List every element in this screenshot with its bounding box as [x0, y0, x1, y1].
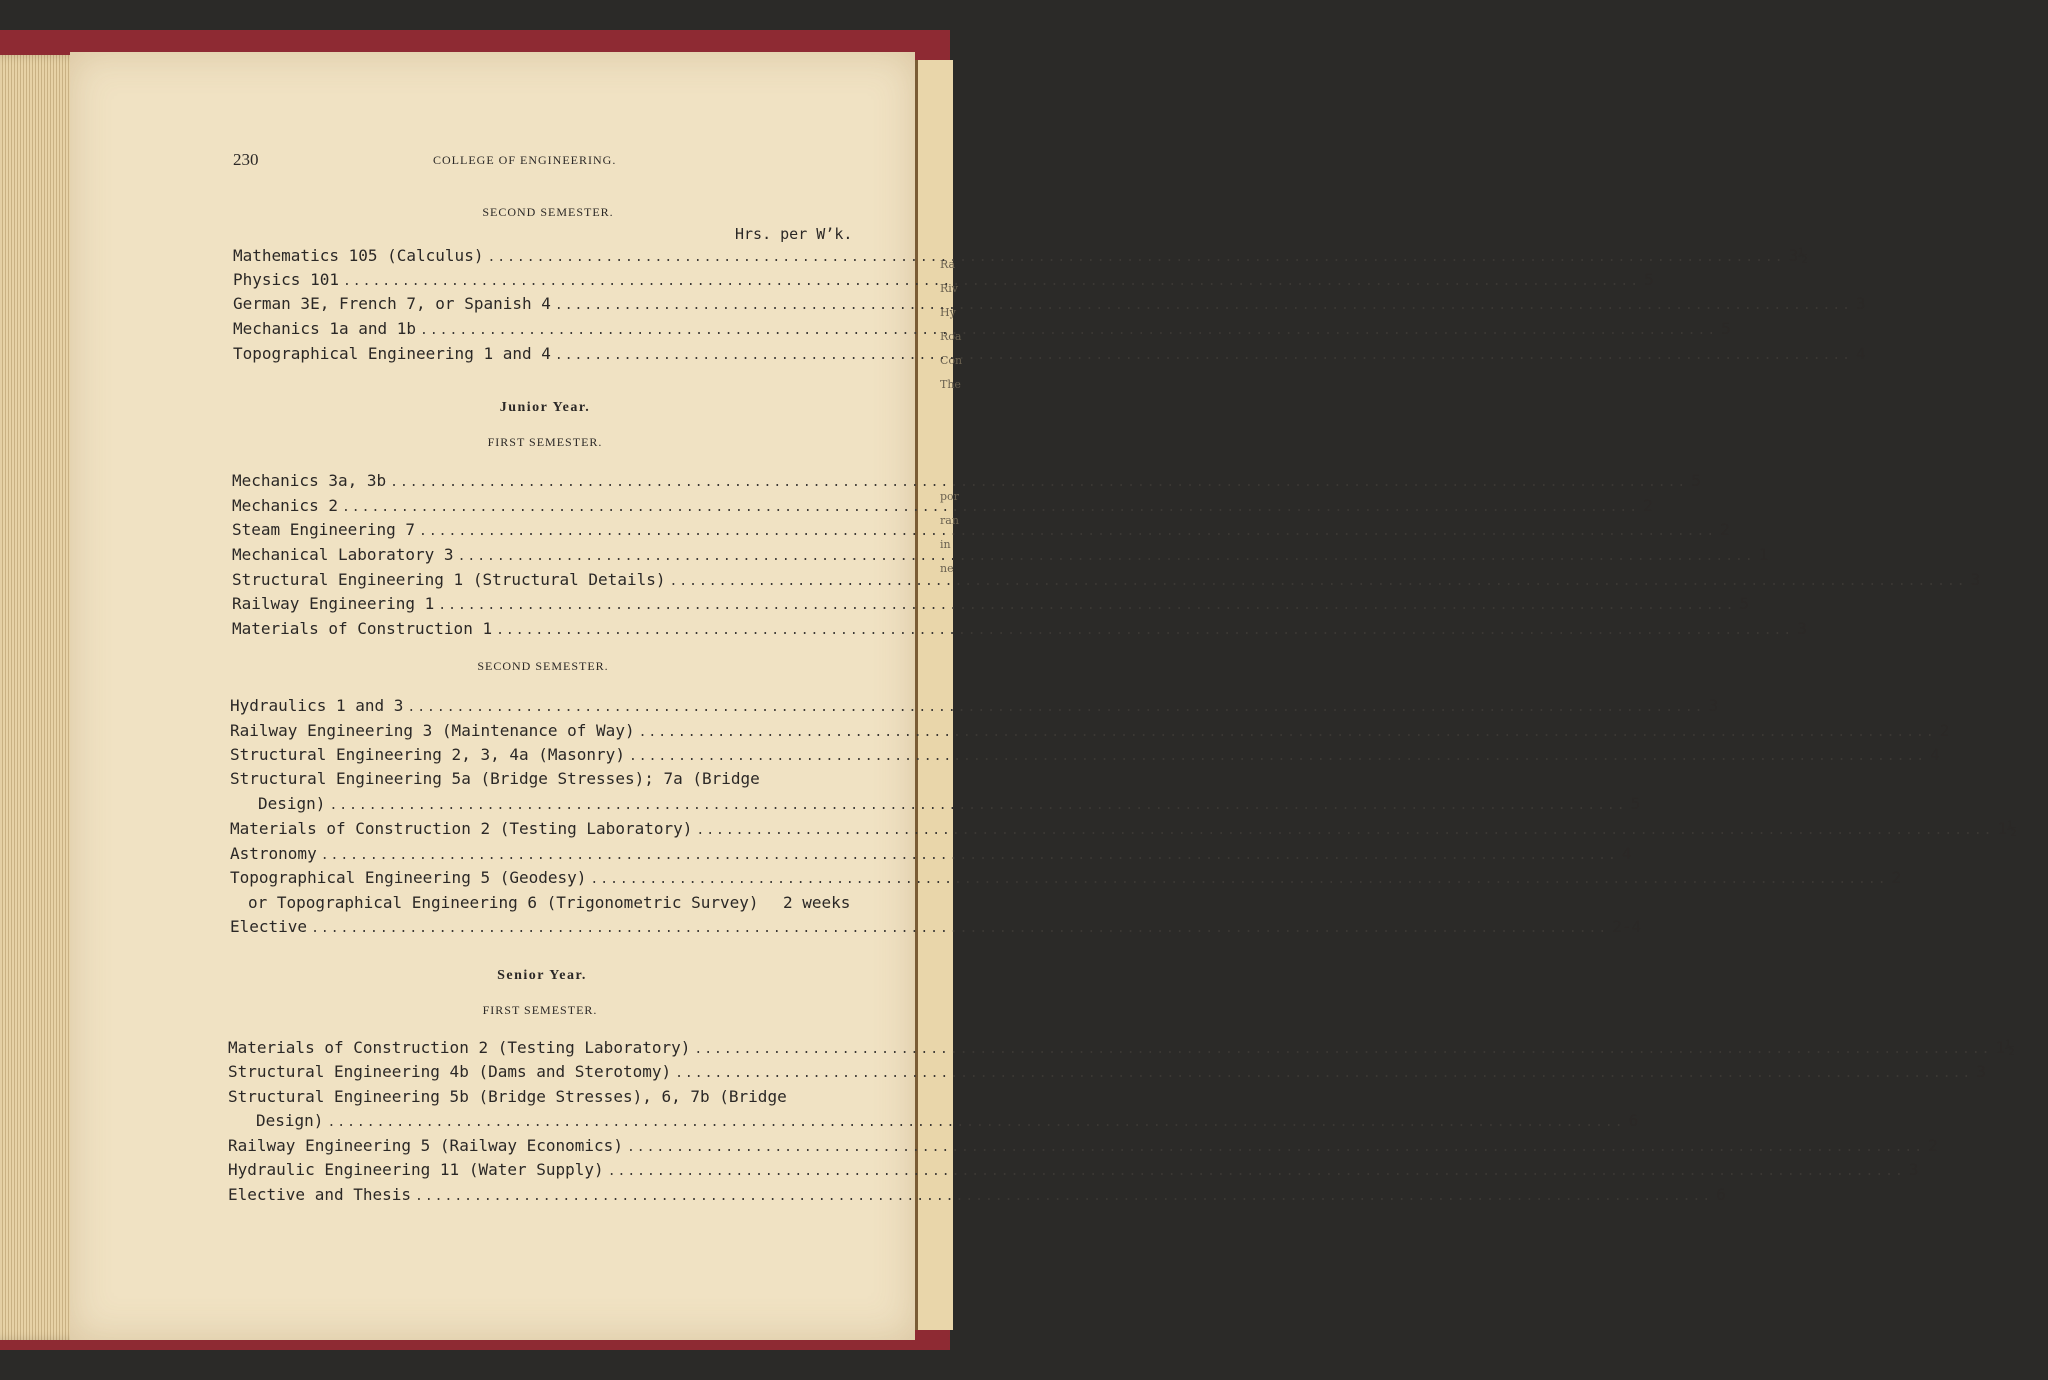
- dot-leader: [415, 1189, 1712, 1204]
- dot-leader: [555, 348, 1852, 363]
- course-row: [256, 1111, 1639, 1133]
- dot-leader: [696, 823, 1993, 838]
- facing-page-fragment: The: [940, 378, 961, 391]
- course-hours: 5: [1644, 270, 1654, 289]
- course-row: [230, 868, 1902, 890]
- dot-leader: [608, 1164, 1905, 1179]
- course-hours: 6: [1716, 1185, 1726, 1204]
- course-hours: 4: [1930, 745, 1940, 764]
- dot-leader: [327, 1115, 1624, 1130]
- course-hours: 5: [1739, 594, 1750, 613]
- page-number: 230: [233, 150, 259, 169]
- dot-leader: [419, 524, 1716, 539]
- course-hours: 3: [1856, 294, 1866, 313]
- page-header: [233, 150, 833, 174]
- course-hours: 5: [1691, 471, 1701, 490]
- course-row: [228, 1136, 1938, 1158]
- dot-leader: [342, 500, 1639, 515]
- course-hours: 2: [1928, 1136, 1938, 1155]
- course-row: [230, 721, 1950, 743]
- course-name: Topographical Engineering 5 (Geodesy): [230, 868, 587, 887]
- course-name-line: Structural Engineering 5b (Bridge Stresses), 6, 7b (Bridge: [228, 1087, 787, 1106]
- course-name: Hydraulics 1 and 3: [230, 696, 404, 715]
- dot-leader: [629, 749, 1926, 764]
- course-hours: 5: [1721, 319, 1731, 338]
- year-heading: Junior Year.: [499, 400, 591, 415]
- facing-page-fragment: por: [940, 490, 959, 503]
- course-hours: 3: [1708, 696, 1719, 715]
- course-hours: 2: [1643, 496, 1653, 515]
- hours-column-label: Hrs. per W’k.: [735, 225, 853, 243]
- facing-page-fragment: ran: [940, 514, 959, 527]
- course-hours: 3½: [1788, 246, 1808, 265]
- section-heading: FIRST SEMESTER.: [482, 1003, 598, 1017]
- section-heading: SECOND SEMESTER.: [482, 205, 614, 219]
- course-row: [228, 1160, 1919, 1182]
- course-hours: 6: [1628, 1111, 1639, 1130]
- course-hours: 2: [1939, 721, 1950, 740]
- facing-page-fragment: ne: [940, 562, 954, 575]
- course-name: Topographical Engineering 1 and 4: [233, 344, 551, 363]
- running-head: COLLEGE OF ENGINEERING.: [433, 153, 617, 167]
- course-row: [228, 1062, 1986, 1084]
- dot-leader: [420, 323, 1717, 338]
- dot-leader: [329, 798, 1626, 813]
- course-name: Materials of Construction 2 (Testing Laboratory): [230, 819, 693, 838]
- dot-leader: [487, 250, 1784, 265]
- course-name: Mechanics 2: [232, 496, 338, 515]
- course-name: Astronomy: [230, 844, 317, 863]
- course-row: [232, 570, 1981, 592]
- facing-page-fragment: in: [940, 538, 951, 551]
- course-row: [228, 1038, 2015, 1060]
- course-name: Physics 101: [233, 270, 339, 289]
- course-row: [230, 844, 1632, 866]
- section-heading: SECOND SEMESTER.: [477, 659, 609, 673]
- course-row: [230, 696, 1719, 718]
- course-name: Elective: [230, 917, 308, 936]
- course-row: [232, 594, 1750, 616]
- course-hours: 3: [1797, 619, 1807, 638]
- course-hours: 1½: [1997, 819, 2017, 838]
- course-hours: 2: [1720, 520, 1730, 539]
- dot-leader: [407, 700, 1704, 715]
- course-name-line: Structural Engineering 5a (Bridge Stresses); 7a (Bridge: [230, 769, 760, 788]
- course-name: Structural Engineering 4b (Dams and Sterotomy): [228, 1062, 672, 1081]
- course-name: German 3E, French 7, or Spanish 4: [233, 294, 551, 313]
- dot-leader: [390, 475, 1687, 490]
- course-hours: 3: [1908, 1160, 1919, 1179]
- facing-page-fragment: Ra: [940, 258, 956, 271]
- dot-leader: [675, 1066, 1972, 1081]
- course-name: Materials of Construction 2 (Testing Laboratory): [228, 1038, 691, 1057]
- course-hours: 3: [1970, 570, 1981, 589]
- course-row: [232, 619, 1807, 641]
- course-hours: 5: [1630, 794, 1641, 813]
- course-hours: 2 weeks: [783, 893, 851, 912]
- course-name: Elective and Thesis: [228, 1185, 412, 1204]
- facing-page-fragment: Roa: [940, 330, 962, 343]
- course-row: [228, 1185, 1726, 1207]
- dot-leader: [694, 1042, 1991, 1057]
- course-hours: 1: [1758, 545, 1769, 564]
- course-hours: 1½: [1995, 1038, 2015, 1057]
- course-name: Materials of Construction 1: [232, 619, 493, 638]
- course-row: [258, 794, 1641, 816]
- course-name: Design): [256, 1111, 324, 1130]
- course-row: [232, 471, 1701, 493]
- course-row: [230, 819, 2017, 841]
- course-name: Design): [258, 794, 326, 813]
- dot-leader: [555, 298, 1852, 313]
- course-name: Structural Engineering 2, 3, 4a (Masonry): [230, 745, 625, 764]
- dot-leader: [438, 598, 1735, 613]
- course-name: Railway Engineering 5 (Railway Economics): [228, 1136, 623, 1155]
- course-name-line: or Topographical Engineering 6 (Trigonometric Survey): [248, 893, 759, 912]
- course-name: Hydraulic Engineering 11 (Water Supply): [228, 1160, 604, 1179]
- dot-leader: [343, 274, 1640, 289]
- course-name: Mechanics 1a and 1b: [233, 319, 417, 338]
- facing-page-fragment: Con: [940, 354, 963, 367]
- dot-leader: [669, 574, 1966, 589]
- dot-leader: [627, 1140, 1924, 1155]
- course-name: Mechanical Laboratory 3: [232, 545, 454, 564]
- dot-leader: [639, 725, 1936, 740]
- course-name: Railway Engineering 3 (Maintenance of Way): [230, 721, 635, 740]
- course-name: Steam Engineering 7: [232, 520, 416, 539]
- dot-leader: [458, 549, 1755, 564]
- course-hours: 4: [1621, 844, 1632, 863]
- course-hours: 3: [1976, 1062, 1986, 1081]
- dot-leader: [311, 921, 1608, 936]
- facing-page-fragment: Riv: [940, 282, 959, 295]
- course-name: Mechanics 3a, 3b: [232, 471, 387, 490]
- course-name: Structural Engineering 1 (Structural Details): [232, 570, 666, 589]
- course-hours: 4: [1856, 344, 1866, 363]
- course-row: [230, 917, 1642, 939]
- course-name: Mathematics 105 (Calculus): [233, 246, 484, 265]
- dot-leader: [590, 872, 1887, 887]
- dot-leader: [496, 623, 1793, 638]
- dot-leader: [321, 848, 1618, 863]
- year-heading: Senior Year.: [497, 968, 587, 983]
- section-heading: FIRST SEMESTER.: [487, 435, 603, 449]
- course-name: Railway Engineering 1: [232, 594, 435, 613]
- course-row: [230, 745, 1940, 767]
- facing-page-fragment: Hy: [940, 306, 956, 319]
- course-hours: 2: [1891, 868, 1902, 887]
- course-hours: 2-4: [1612, 917, 1642, 936]
- course-row: [232, 545, 1769, 567]
